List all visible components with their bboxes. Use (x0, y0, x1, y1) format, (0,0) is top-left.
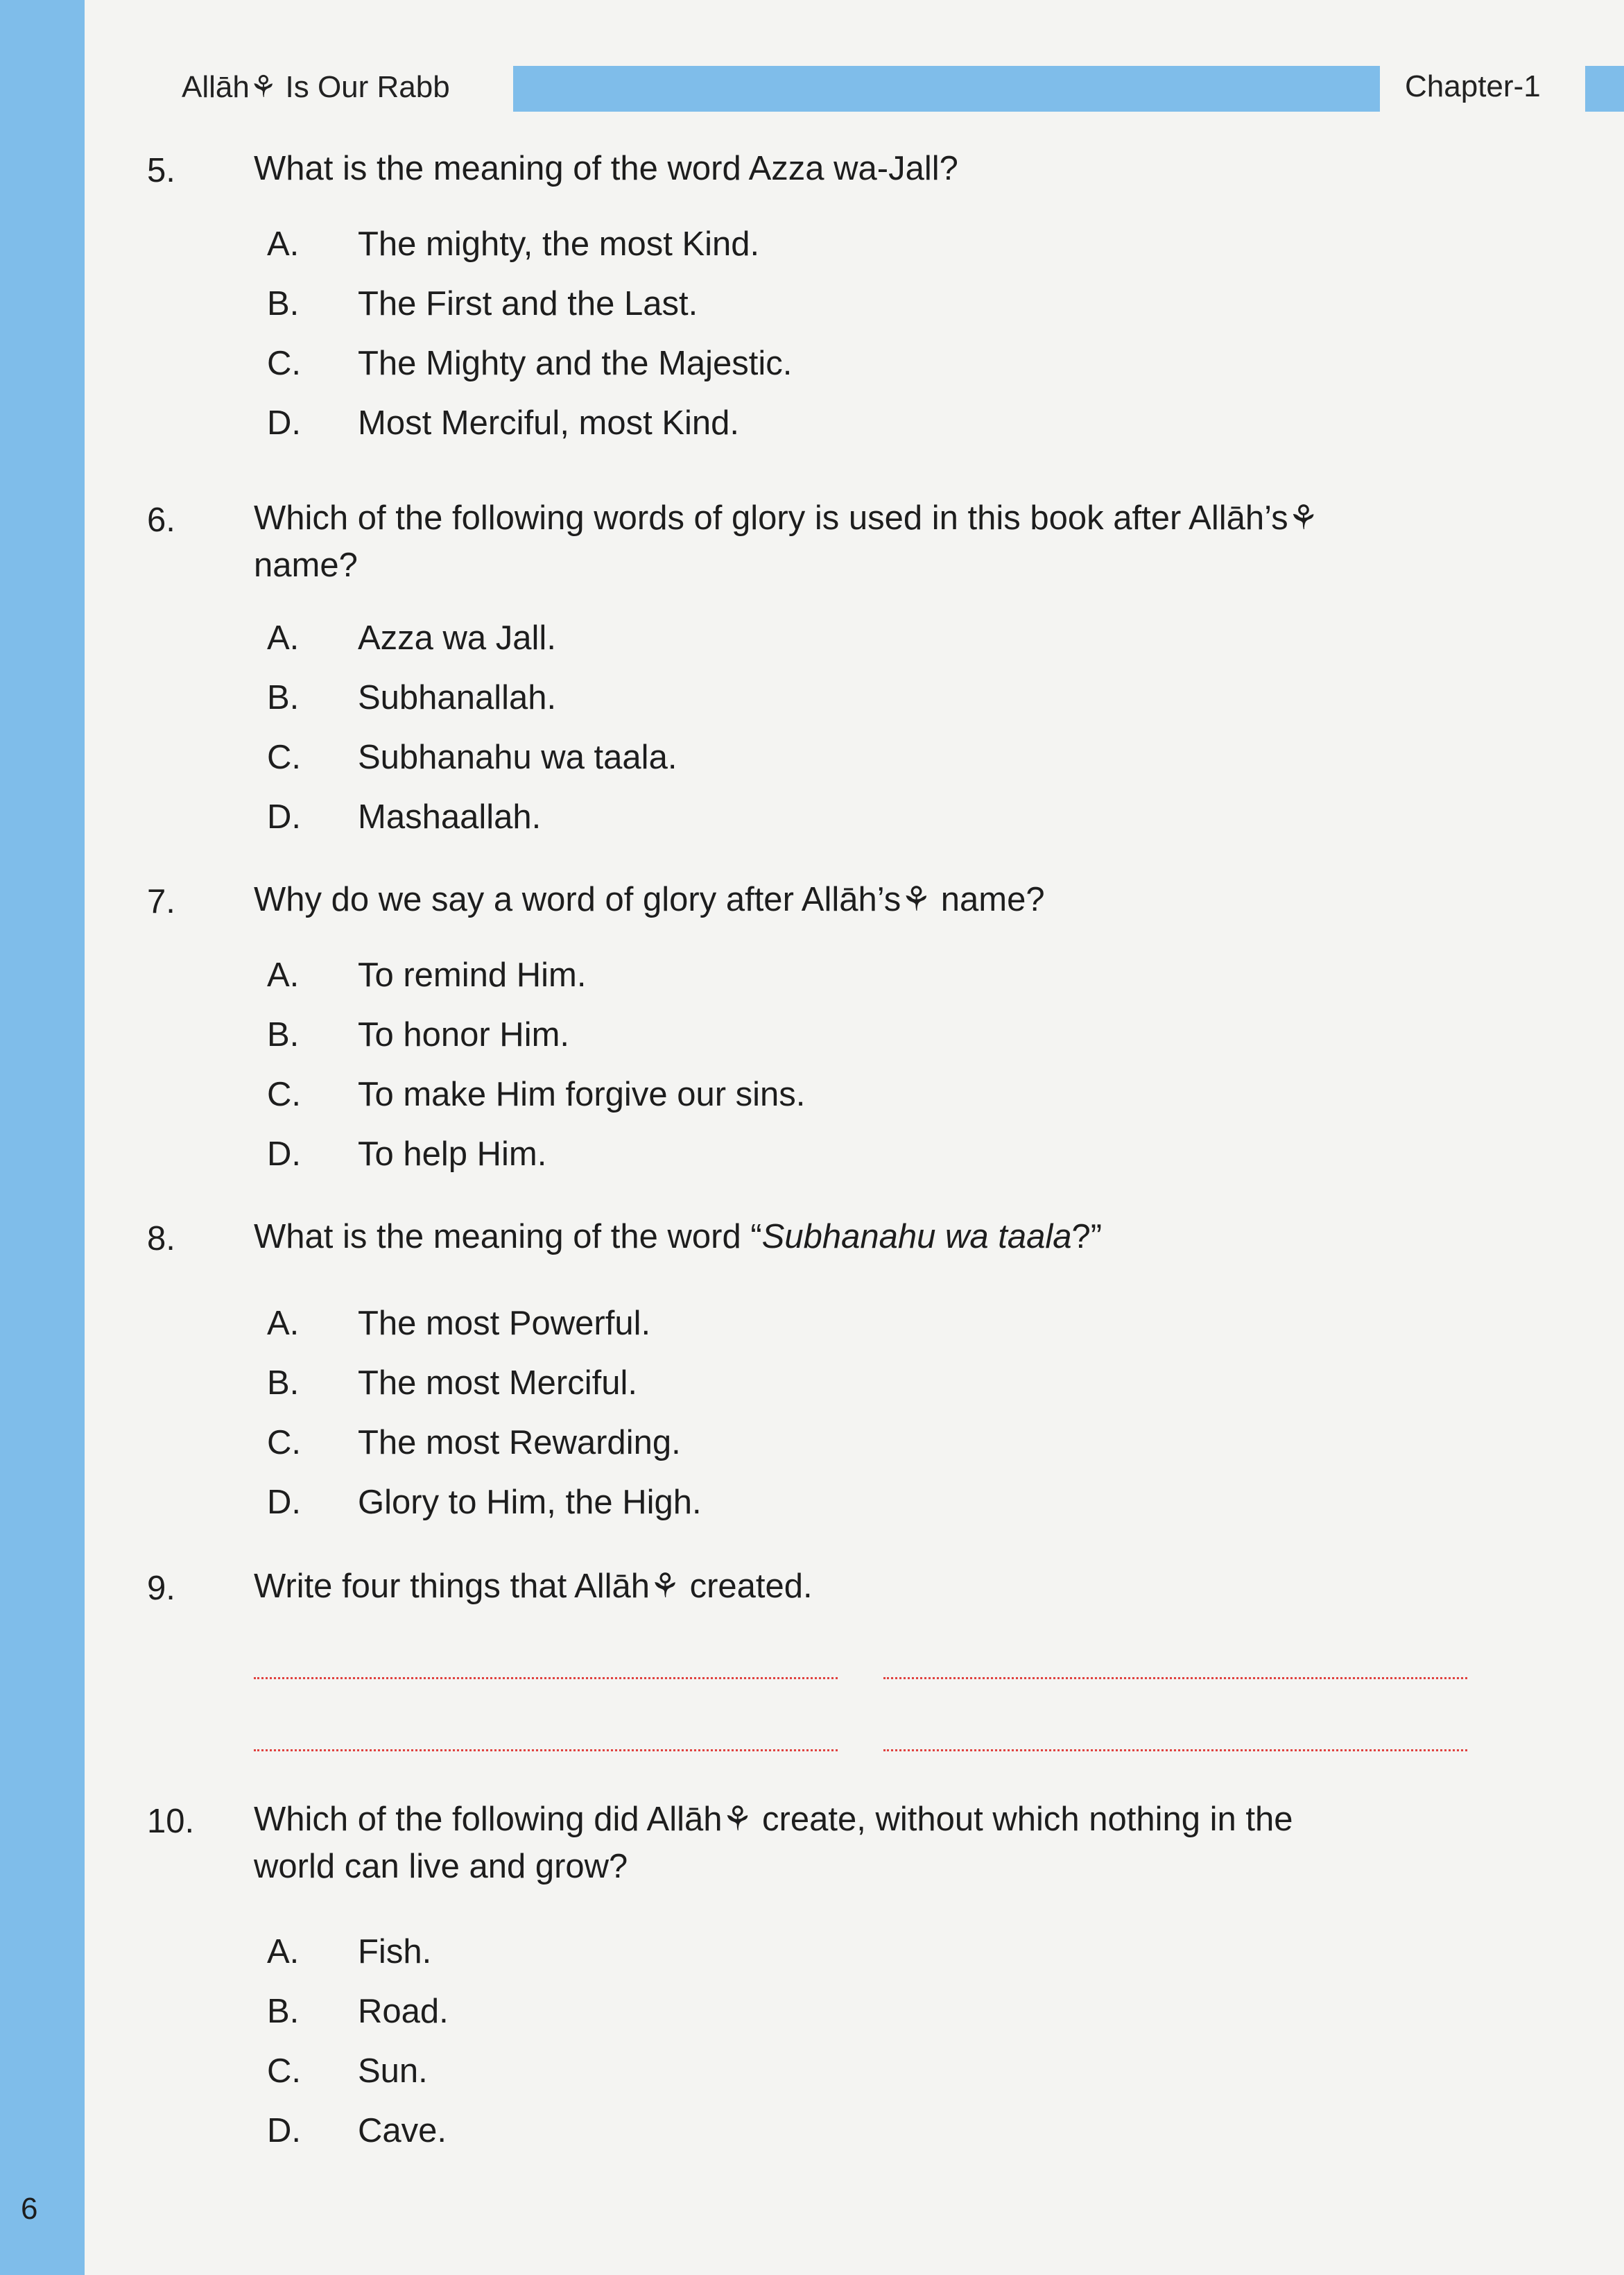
option-letter: C. (267, 2052, 301, 2090)
option-text: To help Him. (358, 1135, 547, 1173)
question-number: 10. (147, 1803, 195, 1840)
option-text: The First and the Last. (358, 285, 698, 323)
option-text: Fish. (358, 1933, 432, 1971)
option-text: The Mighty and the Majestic. (358, 345, 793, 382)
option-text: To honor Him. (358, 1016, 570, 1054)
question-text: Write four things that Allāh⚘ created. (254, 1568, 813, 1605)
option-letter: D. (267, 798, 301, 836)
header-bar (513, 66, 1380, 112)
question-text-italic: Subhanahu wa taala (761, 1218, 1072, 1255)
option-text: Mashaallah. (358, 798, 542, 836)
option-letter: B. (267, 679, 300, 716)
option-text: Subhanallah. (358, 679, 557, 716)
option-text: The most Rewarding. (358, 1424, 681, 1461)
option-text: The most Merciful. (358, 1364, 637, 1402)
question-number: 5. (147, 152, 175, 189)
option-letter: A. (267, 956, 300, 994)
option-letter: A. (267, 1305, 300, 1342)
option-letter: D. (267, 1484, 301, 1521)
answer-line-2[interactable] (883, 1677, 1467, 1679)
option-letter: A. (267, 1933, 300, 1971)
option-letter: B. (267, 285, 300, 323)
question-text-end: ?” (1071, 1218, 1103, 1255)
option-letter: C. (267, 1076, 301, 1113)
option-text: Most Merciful, most Kind. (358, 404, 740, 442)
question-text-start: What is the meaning of the word “ (254, 1218, 762, 1255)
question-number: 6. (147, 501, 175, 539)
answer-line-3[interactable] (254, 1749, 838, 1751)
header-book-title: Allāh⚘ Is Our Rabb (182, 70, 450, 104)
question-text-line2: world can live and grow? (254, 1848, 628, 1885)
question-text-line1: Which of the following words of glory is used in this book after Allāh’s⚘ (254, 499, 1319, 537)
option-letter: C. (267, 739, 301, 776)
answer-line-4[interactable] (883, 1749, 1467, 1751)
left-color-band (0, 0, 85, 2275)
question-text: Why do we say a word of glory after Allāh’s⚘ name? (254, 881, 1045, 918)
option-letter: C. (267, 1424, 301, 1461)
option-letter: D. (267, 1135, 301, 1173)
option-text: Cave. (358, 2112, 447, 2149)
option-text: Azza wa Jall. (358, 619, 556, 657)
question-text (254, 1214, 1523, 1260)
option-letter: B. (267, 1016, 300, 1054)
option-text: Subhanahu wa taala. (358, 739, 677, 776)
option-letter: C. (267, 345, 301, 382)
question-number: 9. (147, 1570, 175, 1607)
answer-line-1[interactable] (254, 1677, 838, 1679)
option-text: Glory to Him, the High. (358, 1484, 702, 1521)
header-right-strip (1585, 66, 1624, 112)
option-text: The mighty, the most Kind. (358, 225, 760, 263)
page-number: 6 (21, 2192, 38, 2226)
option-text: Road. (358, 1993, 449, 2030)
option-text: The most Powerful. (358, 1305, 651, 1342)
option-letter: D. (267, 2112, 301, 2149)
option-letter: D. (267, 404, 301, 442)
question-number: 7. (147, 883, 175, 920)
question-text-line1: Which of the following did Allāh⚘ create, without which nothing in the (254, 1801, 1293, 1838)
option-letter: A. (267, 619, 300, 657)
question-number: 8. (147, 1220, 175, 1257)
option-text: To make Him forgive our sins. (358, 1076, 806, 1113)
option-letter: B. (267, 1364, 300, 1402)
header-chapter: Chapter-1 (1405, 69, 1541, 103)
question-text-line2: name? (254, 547, 358, 584)
option-letter: B. (267, 1993, 300, 2030)
option-letter: A. (267, 225, 300, 263)
option-text: To remind Him. (358, 956, 587, 994)
question-text: What is the meaning of the word Azza wa-Jall? (254, 150, 958, 187)
option-text: Sun. (358, 2052, 428, 2090)
